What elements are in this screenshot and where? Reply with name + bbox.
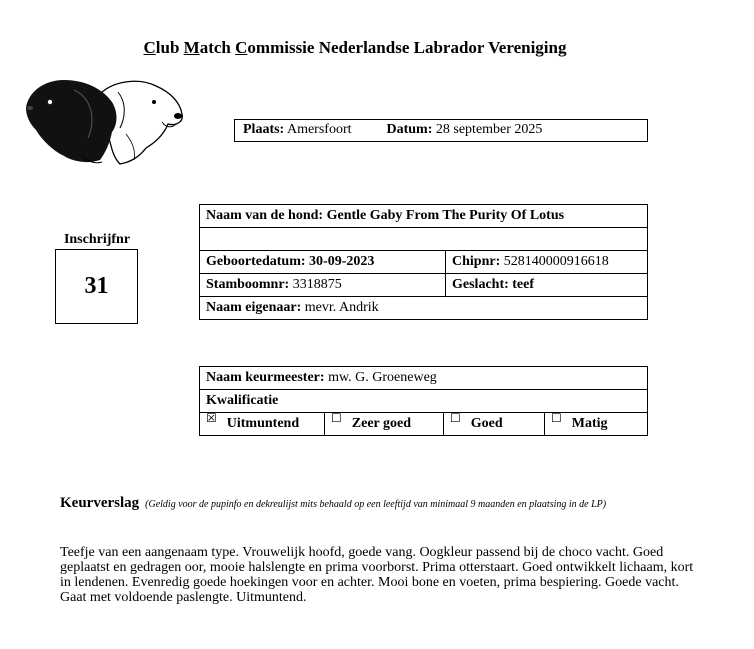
pedigree-value: 3318875 xyxy=(292,277,342,292)
place-value: Amersfoort xyxy=(286,122,352,137)
table-row xyxy=(200,390,648,413)
report-text xyxy=(60,545,754,605)
entry-number: 31 xyxy=(84,273,109,299)
judging-table xyxy=(199,366,648,436)
page-title: Club Match Commissie Nederlandse Labrador Vereniging xyxy=(143,38,567,57)
option-label: Zeer goed xyxy=(351,416,411,431)
place-label: Plaats: xyxy=(243,122,285,137)
option-label: Matig xyxy=(571,416,608,431)
table-row xyxy=(200,297,648,320)
chip-label: Chipnr: xyxy=(452,254,501,269)
option-goed[interactable] xyxy=(444,413,545,436)
qualification-label: Kwalificatie xyxy=(200,390,648,413)
owner-cell xyxy=(200,297,648,320)
report-heading xyxy=(60,495,606,512)
birth-date-cell xyxy=(200,251,446,274)
option-uitmuntend[interactable] xyxy=(200,413,325,436)
option-zeer-goed[interactable] xyxy=(325,413,444,436)
report-line: Teefje van een aangenaam type. Vrouwelijk hoofd, goede vang. Oogkleur passend bij de choco vacht. Goed xyxy=(60,545,664,560)
dog-name-label: Naam van de hond: xyxy=(206,208,324,223)
option-matig[interactable] xyxy=(545,413,648,436)
date-label: Datum: xyxy=(386,122,433,137)
judge-label: Naam keurmeester: xyxy=(206,370,325,385)
owner-label: Naam eigenaar: xyxy=(206,300,302,315)
report-line: geplaatst en gedragen oor, mooie halslengte en prima voorborst. Prima otterstaart. Goed ontwikkelt lichaam, kort xyxy=(60,560,694,575)
sex-label: Geslacht: xyxy=(452,277,509,292)
report-line: in lendenen. Evenredig goede hoekingen voor en achter. Mooi bone en voeten, prima bespiering. Goede vacht. xyxy=(60,575,679,590)
date-value: 28 september 2025 xyxy=(435,122,543,137)
sex-value: teef xyxy=(512,277,535,292)
table-row xyxy=(200,274,648,297)
dog-name-value: Gentle Gaby From The Purity Of Lotus xyxy=(326,208,565,223)
chip-cell xyxy=(446,251,648,274)
report-note: (Geldig voor de pupinfo en dekreulijst mits behaald op een leeftijd van minimaal 9 maanden en plaatsing in de LP) xyxy=(145,499,607,510)
table-row xyxy=(200,367,648,390)
event-info-box xyxy=(234,119,648,142)
report-title: Keurverslag xyxy=(60,495,140,511)
option-label: Uitmuntend xyxy=(226,416,300,431)
dog-name-cell xyxy=(200,205,648,228)
checkbox-icon[interactable]: ☐ xyxy=(450,411,461,425)
pedigree-cell xyxy=(200,274,446,297)
judge-value: mw. G. Groeneweg xyxy=(328,370,437,385)
qualification-options-row xyxy=(200,413,648,436)
chip-value: 528140000916618 xyxy=(503,254,609,269)
report-line: Gaat met voldoende paslengte. Uitmuntend. xyxy=(60,590,307,605)
entry-number-label: Inschrijfnr xyxy=(63,232,131,247)
entry-number-box xyxy=(55,249,138,324)
labrador-dogs-logo-icon xyxy=(22,72,187,167)
sex-cell xyxy=(446,274,648,297)
checkbox-icon[interactable]: ☐ xyxy=(331,411,342,425)
pedigree-label: Stamboomnr: xyxy=(206,277,290,292)
option-label: Goed xyxy=(470,416,503,431)
judge-cell xyxy=(200,367,648,390)
table-row xyxy=(200,251,648,274)
table-row xyxy=(200,205,648,228)
table-row xyxy=(200,228,648,251)
birth-date-label: Geboortedatum: xyxy=(206,254,306,269)
dog-details-table xyxy=(199,204,648,320)
checkbox-icon[interactable]: ☐ xyxy=(551,411,562,425)
empty-cell xyxy=(200,228,648,251)
owner-value: mevr. Andrik xyxy=(304,300,379,315)
checked-checkbox-icon[interactable]: ☒ xyxy=(206,411,217,425)
birth-date-value: 30-09-2023 xyxy=(309,254,375,269)
